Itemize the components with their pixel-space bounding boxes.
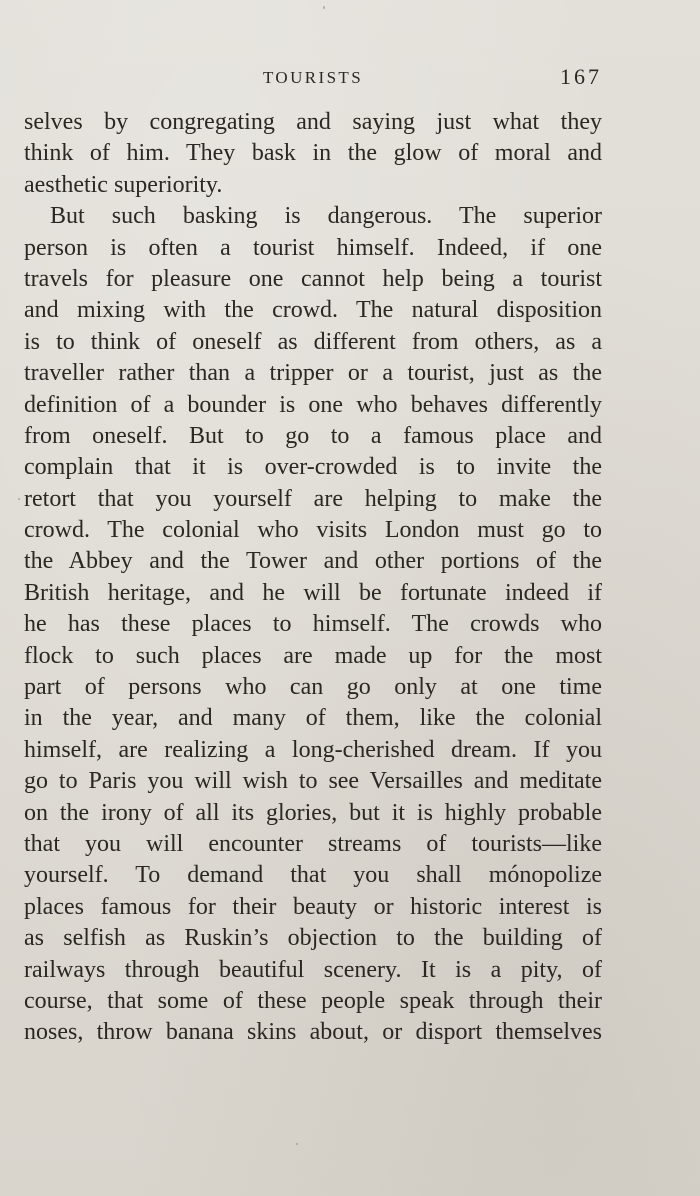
text-line: the Abbey and the Tower and other portions of the <box>24 548 602 575</box>
body-text <box>24 107 602 1049</box>
text-line: railways through beautiful scenery. It is a pity, of <box>24 956 602 983</box>
text-line: But such basking is dangerous. The superior <box>50 203 602 230</box>
text-line: travels for pleasure one cannot help being a tourist <box>24 265 602 292</box>
text-line: places famous for their beauty or historic interest is <box>24 893 602 920</box>
text-line: aesthetic superiority. <box>24 171 223 198</box>
text-line: is to think of oneself as different from others, as a <box>24 328 602 355</box>
text-line: traveller rather than a tripper or a tourist, just as the <box>24 360 602 387</box>
paper-speck <box>296 1143 298 1145</box>
text-line: person is often a tourist himself. Indeed, if one <box>24 234 602 261</box>
text-line: go to Paris you will wish to see Versailles and meditate <box>24 768 602 795</box>
text-line: he has these places to himself. The crowds who <box>24 611 602 638</box>
text-line: think of him. They bask in the glow of moral and <box>24 140 602 167</box>
text-line: course, that some of these people speak through their <box>24 987 602 1014</box>
running-head <box>24 64 602 94</box>
text-line: crowd. The colonial who visits London must go to <box>24 517 602 544</box>
text-line: selves by congregating and saying just what they <box>24 109 602 135</box>
text-line: British heritage, and he will be fortunate indeed if <box>24 579 602 606</box>
running-title: TOURISTS <box>262 68 364 87</box>
text-line: himself, are realizing a long-cherished dream. If you <box>24 736 602 763</box>
text-line: noses, throw banana skins about, or disport themselves <box>24 1019 602 1046</box>
text-line: definition of a bounder is one who behaves differently <box>24 391 602 418</box>
text-line: on the irony of all its glories, but it is highly probable <box>24 799 602 826</box>
paper-speck <box>18 498 20 500</box>
text-line: as selfish as Ruskin’s objection to the building of <box>24 925 602 952</box>
text-line: from oneself. But to go to a famous place and <box>24 422 602 449</box>
page-number: 167 <box>560 64 602 89</box>
text-line: in the year, and many of them, like the colonial <box>24 705 602 732</box>
text-line: flock to such places are made up for the most <box>24 642 602 669</box>
text-line: complain that it is over-crowded is to invite the <box>24 454 602 481</box>
text-line: that you will encounter streams of tourists—like <box>24 830 602 857</box>
text-line: yourself. To demand that you shall mónopolize <box>24 862 602 889</box>
text-line: retort that you yourself are helping to make the <box>24 485 602 512</box>
paper-speck <box>323 6 325 9</box>
text-line: part of persons who can go only at one time <box>24 674 602 701</box>
text-line: and mixing with the crowd. The natural disposition <box>24 297 602 324</box>
